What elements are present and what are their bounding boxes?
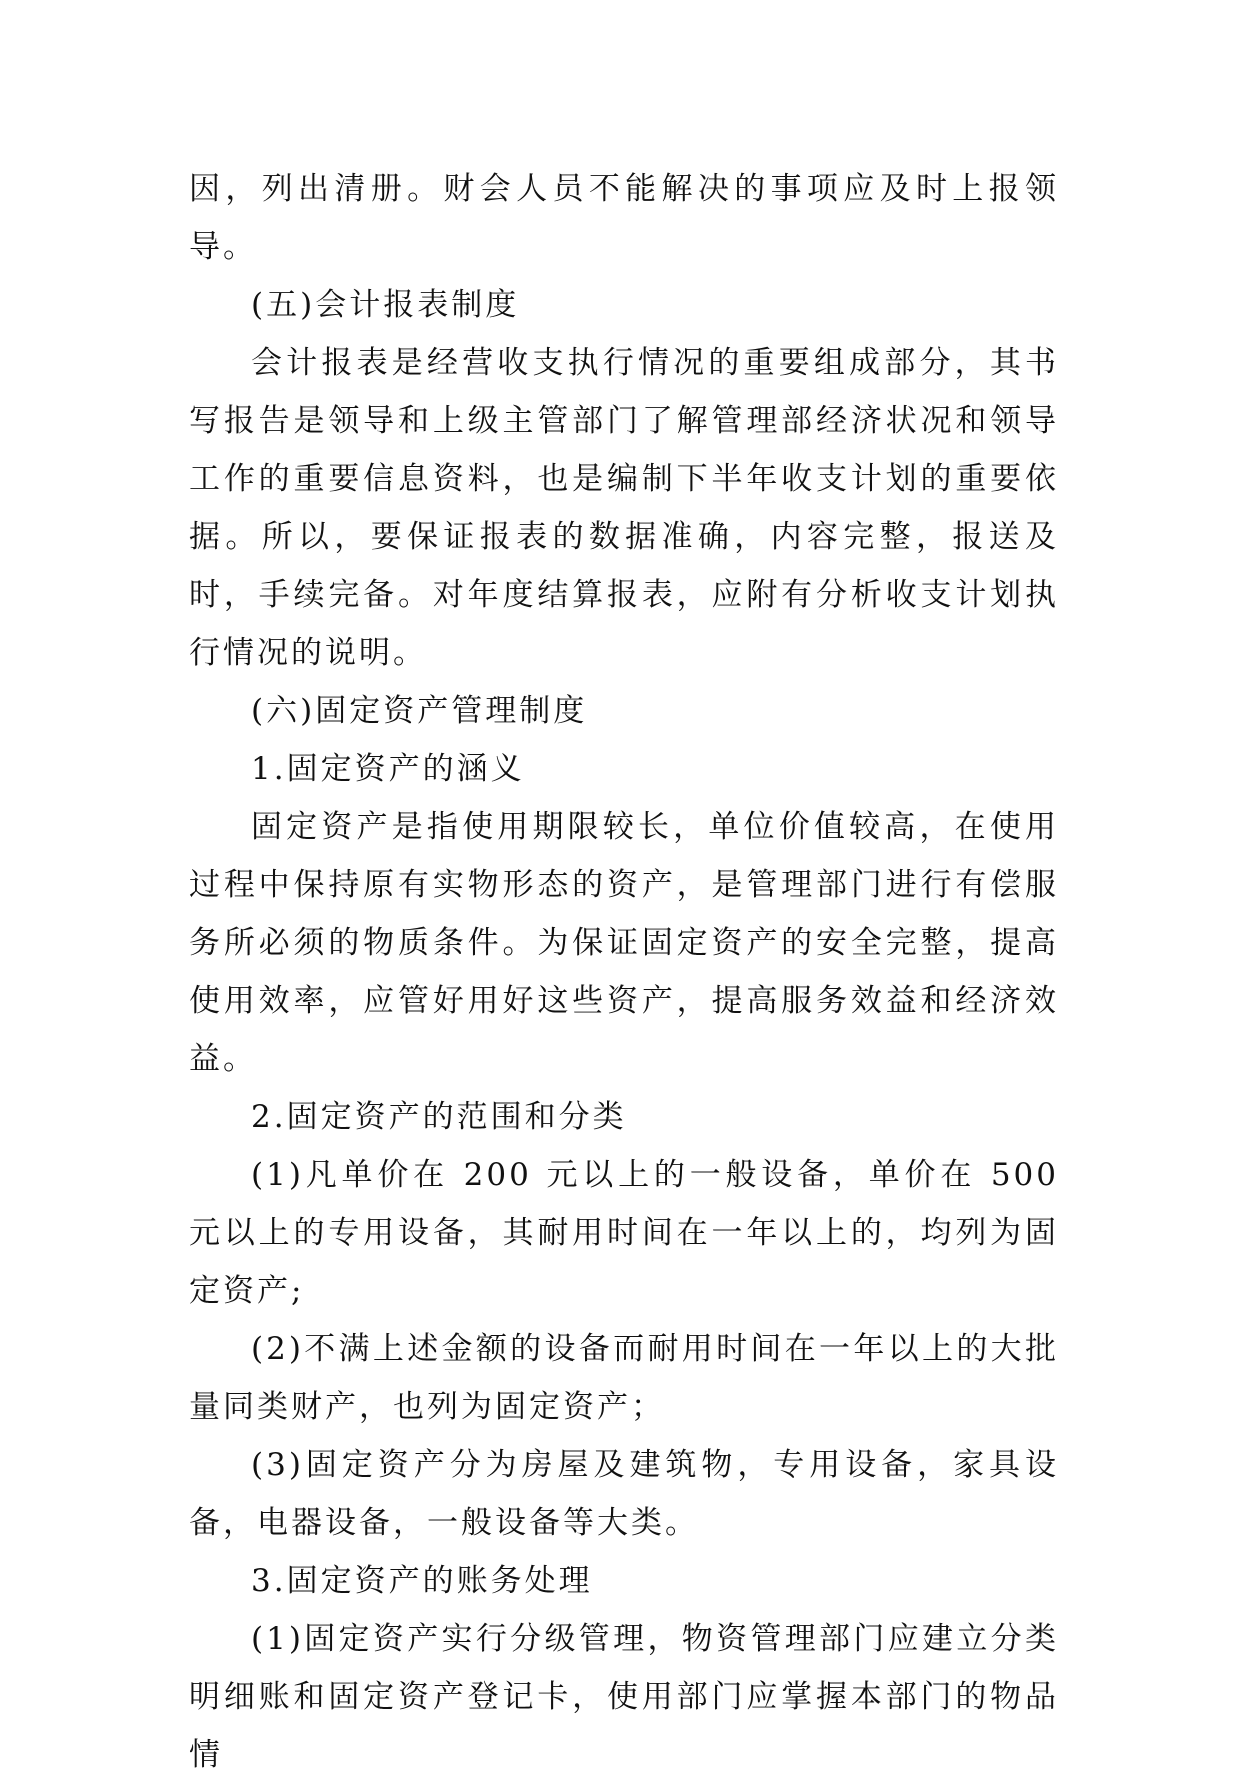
paragraph-fixed-assets-definition: 固定资产是指使用期限较长，单位价值较高，在使用过程中保持原有实物形态的资产，是管理部门进行有偿服务所必须的物质条件。为保证固定资产的安全完整，提高使用效率，应管好用好这些资产，提高服务效益和经济效益。 xyxy=(189,809,1059,1077)
list-item-scope-1: (1)凡单价在 200 元以上的一般设备，单价在 500 元以上的专用设备，其耐用时间在一年以上的，均列为固定资产; xyxy=(189,1157,1059,1309)
section-heading-fixed-assets: (六)固定资产管理制度 xyxy=(251,693,588,729)
subheading-fixed-assets-definition: 1.固定资产的涵义 xyxy=(251,751,525,787)
list-item-scope-2: (2)不满上述金额的设备而耐用时间在一年以上的大批量同类财产，也列为固定资产； xyxy=(189,1331,1059,1425)
list-item-scope-3: (3)固定资产分为房屋及建筑物，专用设备，家具设备，电器设备，一般设备等大类。 xyxy=(189,1447,1059,1541)
subheading-fixed-assets-accounting: 3.固定资产的账务处理 xyxy=(251,1563,593,1599)
paragraph-accounting-reports: 会计报表是经营收支执行情况的重要组成部分，其书写报告是领导和上级主管部门了解管理部经济状况和领导工作的重要信息资料，也是编制下半年收支计划的重要依据。所以，要保证报表的数据准确，内容完整，报送及时，手续完备。对年度结算报表，应附有分析收支计划执行情况的说明。 xyxy=(189,345,1059,671)
list-item-accounting-1: (1)固定资产实行分级管理，物资管理部门应建立分类明细账和固定资产登记卡，使用部门应掌握本部门的物品情 xyxy=(189,1621,1059,1773)
subheading-fixed-assets-scope: 2.固定资产的范围和分类 xyxy=(251,1099,627,1135)
section-heading-accounting-reports: (五)会计报表制度 xyxy=(251,287,520,323)
paragraph-continuation: 因，列出清册。财会人员不能解决的事项应及时上报领导。 xyxy=(189,171,1059,265)
document-body xyxy=(189,160,1059,1784)
